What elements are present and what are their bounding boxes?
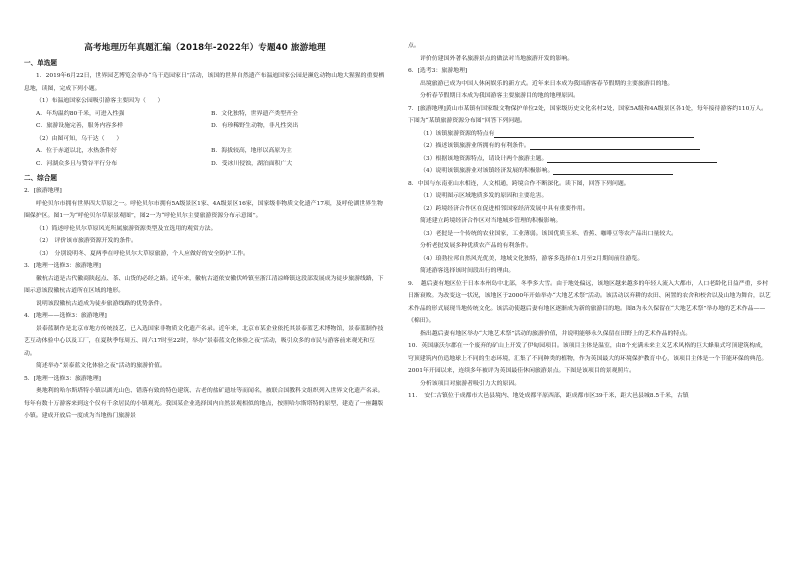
- option-d: D．受冰川侵蚀，湖泊面积广大: [211, 160, 293, 167]
- question-5-text: 奥地利的哈尔斯塔特小镇以湖光山色、错落有致的特色建筑、古老的盐矿遗址等而闻名，被联合国教科文组织列入世界文化遗产名录。每年有数十万游客来到这个仅有千余居民的小镇观光。我国某企业选择国内自然景观相似的地点，按照哈尔斯塔特的原型，建造了一座翻版小镇。建成开放后一度成为当地热门旅游景: [24, 388, 384, 419]
- document-title: 高考地理历年真题汇编（2018年-2022年）专题40 旅游地理: [84, 43, 326, 53]
- option-b: B．文化独特，世界遗产类型齐全: [211, 110, 298, 117]
- question-8-prompt-3: 分析老挝发展多种优质农产品的有利条件。: [420, 243, 532, 249]
- option-c: C．河湖众多且与赞谷平行分布: [36, 160, 118, 167]
- question-8-prompt-2: 简述建立跨境经济合作区对当地城乡管理的积极影响。: [420, 218, 562, 224]
- option-a: A．年均温约80千米，可进入性强: [36, 110, 125, 117]
- answer-blank[interactable]: [530, 141, 700, 150]
- question-1-sub-2: （2）由图可知，乌干达（ ）: [36, 135, 123, 142]
- question-2-sub-3: （3） 分别说明冬、夏两季在呼伦贝尔大草原旅游，个人应做好的安全防护工作。: [36, 250, 249, 257]
- option-c: C．旅游设施完善，服务内容多样: [36, 123, 123, 129]
- question-5-tag: 5．[地理一选修3：旅游地理]: [24, 375, 101, 382]
- question-10-prompt: 分析该项目对旅游者吸引力大的原因。: [420, 380, 521, 387]
- question-8-prompt-4: 简述游客选择该时间段出行的理由。: [420, 268, 515, 274]
- answer-blank[interactable]: [553, 166, 673, 175]
- question-11-text: 11． 安仁古镇位于成都市大邑县境内、地处成都平原西部，距成都市区39千米，距大邑县城8.5千米，古镇: [408, 393, 689, 399]
- question-2-sub-2: （2） 评价该市旅游资源开发的条件。: [36, 238, 137, 244]
- right-column: [408, 0, 772, 561]
- section-heading-single-choice: 一、单选题: [24, 59, 57, 67]
- question-1-options-2: [24, 145, 386, 170]
- question-6-tag: 6．[选考3：旅游地理]: [408, 68, 468, 74]
- question-8-text: 8．中国与东南亚山水相连，人文相通，跨境合作不断深化。读下图，回答下列问题。: [408, 180, 630, 187]
- question-2-text: 呼伦贝尔市拥有世界四大草原之一。呼伦贝尔市拥有5A级景区1家、4A级景区16家，国家级非物质文化遗产17项，及呼伦湖世界生物圈保护区。图1一为“呼伦贝尔草原景观图”，图2一为“呼伦贝尔主要旅游资源分布示意图”。: [24, 200, 383, 219]
- question-1-options: [24, 108, 386, 133]
- question-8-sub-1: （1）说明图示区域地质多发的原因和主要危害。: [420, 193, 548, 199]
- question-3-tag: 3．[地理一选修3：旅游地理]: [24, 263, 101, 269]
- question-4-tag: 4．[地理——选修3：旅游地理]: [24, 313, 107, 319]
- question-6-prompt: 分析春节假期日本成为我国游客主要旅游目的地的地理原因。: [420, 93, 580, 99]
- question-3-text: 徽杭古道是古代徽商陕起点、茶、山货的必经之路。近年来，徽杭古道依安徽伏岭镇至浙江清凉峰镇这段部发展成为徒步旅游线路，下图示意该段徽杭古道所在区域的地形。: [24, 275, 384, 294]
- continued-text: 点。: [408, 43, 420, 49]
- question-7-sub-1: （1）该镇旅游资源的特点有: [408, 128, 772, 141]
- question-1-stem: 1．2019年6月22日，世界园艺博览会举办“乌干造园家日”活动，该国的世界自然遗产布温迪国家公园是濒危动物山地大猩猩的重要栖息地，读图，完成下列小题。: [24, 73, 385, 92]
- question-9-text: 9． 越后妻有地区位于日本本州岛中北部，冬季多大雪。由于地处偏远，该地区越来越多的年轻人流入大都市，人口老龄化日益严重，乡村日渐衰败。为改变这一状况，该地区于2000年开始举办“大地艺术祭”活动。该活动以弃耕的农田、闲置的农舍和校舍以及山地为舞台，以艺术作品的形式展现当地传统文化。该活动使越后妻有地区逐渐成为新的旅游目的地。图8为永久保留在“大地艺术祭”举办地的艺术作品——《棉田》。: [408, 280, 771, 324]
- option-b: B．海拔较高，地形以高原为主: [211, 148, 292, 154]
- question-2-tag: 2．[旅游地理]: [24, 188, 62, 194]
- question-9-prompt: 指出越后妻有地区举办“大地艺术祭”活动的旅游价值，并说明能够永久保留在田野上的艺术作品的特点。: [420, 330, 692, 337]
- question-8-sub-3: （3）老挝是一个传统的农业国家，工业薄弱。该国优质玉米、香蕉、咖啡豆等农产品出口量较大。: [420, 230, 678, 237]
- question-7-sub-4: （4）说明该镇旅游业对该镇经济发展的积极影响。: [408, 165, 772, 178]
- left-column: [24, 0, 386, 561]
- question-3-prompt: 说明该段徽杭古道成为徒步旅游线路的优势条件。: [36, 300, 166, 307]
- question-4-text: 景泰蓝制作是北京市地方传统技艺，已入选国家非物质文化遗产名录。近年来，北京市某企业依托其景泰蓝艺术博物馆，景泰蓝制作技艺互动体验中心以及工厂，在夏秋季每周五、周六17时至22时，举办“景泰蓝文化体验之夜”活动，吸引众多的市民与游客前来观光和互动。: [24, 325, 384, 357]
- answer-blank[interactable]: [547, 154, 717, 163]
- question-8-sub-4: （4）琅勃拉邦自然风光优美，地域文化独特，游客多选择在1月至2月期间前往游览。: [420, 255, 644, 262]
- answer-blank[interactable]: [494, 129, 694, 138]
- question-4-prompt: 简述举办“景泰蓝文化体验之夜”活动的旅游价值。: [36, 363, 166, 369]
- section-heading-comprehensive: 二、综合题: [24, 174, 57, 182]
- question-7-sub-2: （2）描述该镇旅游业所拥有的有利条件。: [408, 140, 772, 153]
- question-7-sub-3: （3）根据该地资源特点，请设计两个旅游主题。: [408, 153, 772, 166]
- question-1-sub-1: （1）布温迪国家公园吸引游客主要因为（ ）: [36, 98, 164, 104]
- question-6-text: 出境旅游已成为中国人休闲娱乐的新方式。近年来日本成为我国游客春节假期的主要旅游目的地。: [420, 80, 674, 87]
- question-2-sub-1: （1）简述呼伦贝尔草原风光所属旅游资源类型及宜选用的观赏方法。: [36, 225, 217, 232]
- question-5-prompt: 评价仿建国外著名旅游景点的做法对当地旅游开发的影响。: [420, 55, 574, 62]
- question-8-sub-2: （2）跨境经济合作区在促进相邻国家经济发展中具有重要作用。: [420, 205, 589, 212]
- question-7-text: 7．[旅游地理]黄山市某镇有国家级文物保护单位2处，国家级历史文化名村2处，国家5A级和4A级景区各1处，每年接待游客约110万人。下图为“某镇旅游资源分布图”回答下列问题。: [408, 105, 768, 124]
- option-d: D．有珍稀野生动物，非凡性突出: [211, 123, 299, 129]
- question-10-text: 10．英国康沃尔郡在一个废弃的矿山上开发了伊甸园项目。该项目主体是温室，由8个充满未来主义艺术风格的巨大蜂巢式穹顶建筑构成，穹顶建筑内仿造地球上不同的生态环境，汇集了不同种类的植物，作为英国最大的环境保护教育中心，该项目主体是一个节能环保的典范。2001年开园以来，连续多年被评为英国最佳休闲旅游景点。下图是该项目的景观照片。: [408, 343, 768, 374]
- option-a: A．位于赤道以北，水热条件好: [36, 148, 117, 154]
